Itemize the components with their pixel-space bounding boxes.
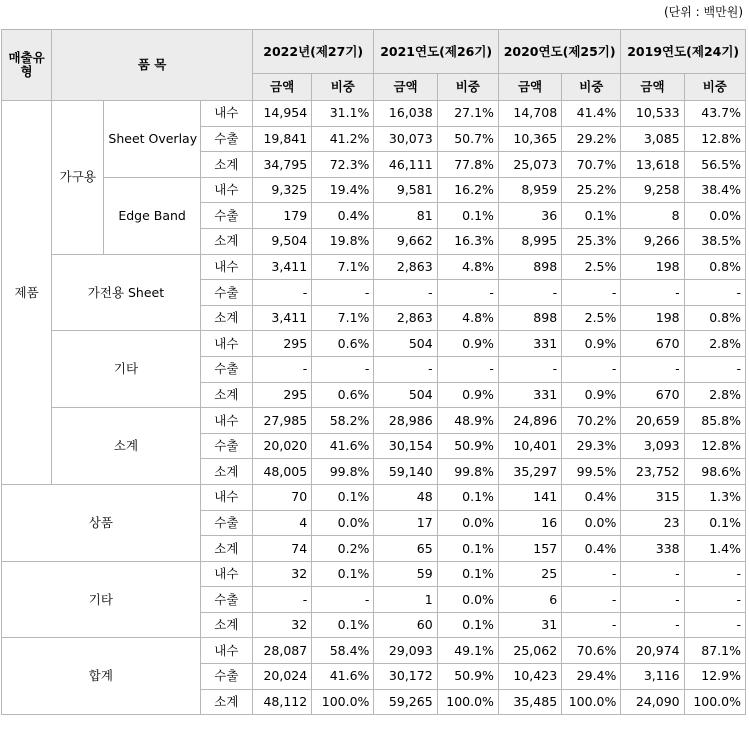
period-header: 2022년(제27기): [252, 30, 373, 74]
cell-ratio-2019: -: [684, 587, 745, 613]
cell-amount-2022: 20,024: [252, 664, 311, 690]
cell-amount-2020: 331: [498, 382, 561, 408]
cell-ratio-2022: 31.1%: [312, 101, 374, 127]
cell-amount-2021: 59: [374, 561, 437, 587]
cell-ratio-2021: 50.9%: [437, 664, 498, 690]
cell-ratio-2020: 0.0%: [562, 510, 621, 536]
cell-ratio-2021: 49.1%: [437, 638, 498, 664]
cell-ratio-2020: 0.4%: [562, 484, 621, 510]
cell-ratio-2020: 41.4%: [562, 101, 621, 127]
category-etc: 기타: [2, 561, 201, 638]
cell-ratio-2020: -: [562, 356, 621, 382]
cell-amount-2019: 13,618: [621, 152, 684, 178]
cell-amount-2022: 295: [252, 331, 311, 357]
row-type-label: 수출: [200, 510, 252, 536]
cell-ratio-2021: 0.1%: [437, 203, 498, 229]
category-merchandise: 상품: [2, 484, 201, 561]
category-product: 제품: [2, 101, 52, 485]
row-type-label: 소계: [200, 382, 252, 408]
cell-amount-2021: 30,154: [374, 433, 437, 459]
cell-amount-2020: 25,062: [498, 638, 561, 664]
cell-amount-2022: 9,504: [252, 228, 311, 254]
row-type-label: 수출: [200, 126, 252, 152]
cell-amount-2021: 9,662: [374, 228, 437, 254]
cell-amount-2020: 35,485: [498, 689, 561, 715]
cell-ratio-2021: 0.9%: [437, 382, 498, 408]
cell-amount-2020: 331: [498, 331, 561, 357]
cell-ratio-2019: 38.4%: [684, 177, 745, 203]
cell-amount-2021: 30,172: [374, 664, 437, 690]
cell-ratio-2019: 2.8%: [684, 382, 745, 408]
cell-amount-2019: -: [621, 280, 684, 306]
cell-ratio-2022: 0.6%: [312, 382, 374, 408]
cell-ratio-2020: 0.9%: [562, 382, 621, 408]
cell-ratio-2020: 99.5%: [562, 459, 621, 485]
cell-ratio-2019: 12.9%: [684, 664, 745, 690]
cell-ratio-2019: 85.8%: [684, 408, 745, 434]
cell-ratio-2022: 41.6%: [312, 433, 374, 459]
cell-ratio-2019: 56.5%: [684, 152, 745, 178]
table-row: [2, 484, 746, 510]
cell-ratio-2021: 0.1%: [437, 536, 498, 562]
cell-ratio-2019: -: [684, 356, 745, 382]
cell-ratio-2022: 72.3%: [312, 152, 374, 178]
cell-amount-2021: 17: [374, 510, 437, 536]
cell-amount-2021: 81: [374, 203, 437, 229]
table-row: [2, 561, 746, 587]
cell-ratio-2019: -: [684, 561, 745, 587]
amount-header: 금액: [252, 74, 311, 101]
cell-amount-2019: 3,093: [621, 433, 684, 459]
cell-ratio-2021: 77.8%: [437, 152, 498, 178]
cell-amount-2021: -: [374, 356, 437, 382]
cell-amount-2020: 36: [498, 203, 561, 229]
cell-ratio-2022: 0.0%: [312, 510, 374, 536]
item-edge-band: Edge Band: [104, 177, 200, 254]
cell-amount-2022: 19,841: [252, 126, 311, 152]
cell-amount-2021: 29,093: [374, 638, 437, 664]
cell-amount-2020: 898: [498, 305, 561, 331]
row-type-label: 수출: [200, 664, 252, 690]
row-type-label: 수출: [200, 280, 252, 306]
cell-ratio-2019: 1.3%: [684, 484, 745, 510]
cell-amount-2019: 20,659: [621, 408, 684, 434]
cell-ratio-2021: 0.1%: [437, 612, 498, 638]
header-row-periods: [2, 30, 746, 74]
cell-ratio-2019: -: [684, 280, 745, 306]
cell-amount-2019: 20,974: [621, 638, 684, 664]
cell-ratio-2022: 7.1%: [312, 305, 374, 331]
cell-ratio-2022: 100.0%: [312, 689, 374, 715]
cell-amount-2019: 198: [621, 254, 684, 280]
cell-ratio-2022: 99.8%: [312, 459, 374, 485]
cell-ratio-2019: 2.8%: [684, 331, 745, 357]
cell-ratio-2020: 0.9%: [562, 331, 621, 357]
cell-ratio-2020: 2.5%: [562, 254, 621, 280]
cell-ratio-2020: -: [562, 587, 621, 613]
cell-ratio-2020: 29.3%: [562, 433, 621, 459]
cell-amount-2022: 9,325: [252, 177, 311, 203]
cell-ratio-2021: 0.0%: [437, 510, 498, 536]
ratio-header: 비중: [684, 74, 745, 101]
cell-amount-2020: 8,959: [498, 177, 561, 203]
cell-amount-2022: 4: [252, 510, 311, 536]
cell-amount-2019: 9,258: [621, 177, 684, 203]
cell-amount-2021: 46,111: [374, 152, 437, 178]
row-type-label: 내수: [200, 408, 252, 434]
ratio-header: 비중: [437, 74, 498, 101]
cell-ratio-2019: 43.7%: [684, 101, 745, 127]
row-type-label: 소계: [200, 536, 252, 562]
cell-amount-2020: 16: [498, 510, 561, 536]
row-type-label: 수출: [200, 203, 252, 229]
row-type-label: 소계: [200, 305, 252, 331]
cell-amount-2021: 59,265: [374, 689, 437, 715]
cell-amount-2022: 20,020: [252, 433, 311, 459]
item-header: 품 목: [52, 30, 253, 101]
cell-ratio-2020: 25.2%: [562, 177, 621, 203]
cell-ratio-2022: 41.6%: [312, 664, 374, 690]
cell-amount-2022: 295: [252, 382, 311, 408]
cell-amount-2022: 3,411: [252, 254, 311, 280]
ratio-header: 비중: [562, 74, 621, 101]
cell-ratio-2021: 0.1%: [437, 561, 498, 587]
cell-ratio-2022: 7.1%: [312, 254, 374, 280]
row-type-label: 소계: [200, 152, 252, 178]
cell-amount-2019: -: [621, 356, 684, 382]
category-total: 합계: [2, 638, 201, 715]
row-type-label: 내수: [200, 177, 252, 203]
cell-amount-2019: 315: [621, 484, 684, 510]
row-type-label: 소계: [200, 689, 252, 715]
cell-amount-2021: 2,863: [374, 254, 437, 280]
row-type-label: 소계: [200, 612, 252, 638]
cell-ratio-2021: 0.9%: [437, 331, 498, 357]
cell-ratio-2022: 58.2%: [312, 408, 374, 434]
cell-amount-2021: 16,038: [374, 101, 437, 127]
sales-type-header: 매출유형: [2, 30, 52, 101]
cell-amount-2019: 23: [621, 510, 684, 536]
cell-amount-2022: -: [252, 356, 311, 382]
row-type-label: 내수: [200, 101, 252, 127]
cell-amount-2022: 74: [252, 536, 311, 562]
cell-ratio-2021: 16.2%: [437, 177, 498, 203]
table-row: [2, 638, 746, 664]
cell-ratio-2019: 12.8%: [684, 433, 745, 459]
item-appliance-sheet: 가전용 Sheet: [52, 254, 201, 331]
cell-ratio-2020: -: [562, 280, 621, 306]
cell-amount-2019: 24,090: [621, 689, 684, 715]
cell-amount-2022: 27,985: [252, 408, 311, 434]
cell-amount-2020: -: [498, 280, 561, 306]
cell-ratio-2021: 99.8%: [437, 459, 498, 485]
table-row: [2, 408, 746, 434]
cell-amount-2022: 34,795: [252, 152, 311, 178]
cell-ratio-2022: 0.1%: [312, 561, 374, 587]
cell-amount-2021: 2,863: [374, 305, 437, 331]
cell-amount-2022: 14,954: [252, 101, 311, 127]
cell-ratio-2021: 4.8%: [437, 254, 498, 280]
cell-amount-2019: 8: [621, 203, 684, 229]
amount-header: 금액: [374, 74, 437, 101]
cell-ratio-2021: 50.7%: [437, 126, 498, 152]
cell-amount-2019: 9,266: [621, 228, 684, 254]
cell-amount-2020: 6: [498, 587, 561, 613]
cell-ratio-2019: 98.6%: [684, 459, 745, 485]
cell-ratio-2022: 58.4%: [312, 638, 374, 664]
cell-amount-2021: 65: [374, 536, 437, 562]
cell-amount-2019: -: [621, 587, 684, 613]
cell-amount-2020: 898: [498, 254, 561, 280]
cell-amount-2020: 24,896: [498, 408, 561, 434]
cell-amount-2022: 28,087: [252, 638, 311, 664]
cell-ratio-2019: 12.8%: [684, 126, 745, 152]
row-type-label: 소계: [200, 228, 252, 254]
cell-ratio-2022: -: [312, 587, 374, 613]
item-etc: 기타: [52, 331, 201, 408]
cell-amount-2020: 157: [498, 536, 561, 562]
unit-note: (단위 : 백만원): [664, 5, 743, 19]
period-header: 2019연도(제24기): [621, 30, 746, 74]
cell-ratio-2019: 87.1%: [684, 638, 745, 664]
cell-ratio-2020: 70.7%: [562, 152, 621, 178]
cell-amount-2021: 504: [374, 331, 437, 357]
cell-amount-2019: 3,085: [621, 126, 684, 152]
amount-header: 금액: [621, 74, 684, 101]
table-row: [2, 331, 746, 357]
row-type-label: 내수: [200, 331, 252, 357]
cell-ratio-2021: 0.1%: [437, 484, 498, 510]
cell-ratio-2019: 0.1%: [684, 510, 745, 536]
cell-ratio-2022: 19.8%: [312, 228, 374, 254]
cell-amount-2022: 3,411: [252, 305, 311, 331]
cell-amount-2019: 23,752: [621, 459, 684, 485]
cell-ratio-2020: 29.2%: [562, 126, 621, 152]
cell-ratio-2021: -: [437, 356, 498, 382]
cell-amount-2021: 30,073: [374, 126, 437, 152]
row-type-label: 수출: [200, 356, 252, 382]
category-furniture: 가구용: [52, 101, 104, 255]
cell-amount-2021: -: [374, 280, 437, 306]
cell-ratio-2022: 0.4%: [312, 203, 374, 229]
cell-amount-2020: 141: [498, 484, 561, 510]
cell-amount-2019: 198: [621, 305, 684, 331]
cell-ratio-2022: 0.1%: [312, 484, 374, 510]
cell-amount-2022: 48,112: [252, 689, 311, 715]
cell-ratio-2020: 25.3%: [562, 228, 621, 254]
cell-ratio-2021: 50.9%: [437, 433, 498, 459]
cell-amount-2021: 48: [374, 484, 437, 510]
period-header: 2021연도(제26기): [374, 30, 498, 74]
cell-ratio-2022: 0.1%: [312, 612, 374, 638]
cell-ratio-2019: 0.8%: [684, 305, 745, 331]
cell-ratio-2020: 2.5%: [562, 305, 621, 331]
cell-amount-2020: 25: [498, 561, 561, 587]
cell-amount-2022: -: [252, 280, 311, 306]
cell-ratio-2021: 100.0%: [437, 689, 498, 715]
cell-amount-2021: 504: [374, 382, 437, 408]
cell-ratio-2020: 29.4%: [562, 664, 621, 690]
table-row: [2, 101, 746, 127]
cell-ratio-2020: -: [562, 561, 621, 587]
cell-ratio-2019: 0.8%: [684, 254, 745, 280]
cell-ratio-2020: 70.6%: [562, 638, 621, 664]
cell-ratio-2020: 70.2%: [562, 408, 621, 434]
table-row: [2, 254, 746, 280]
cell-amount-2019: -: [621, 612, 684, 638]
row-type-label: 소계: [200, 459, 252, 485]
cell-amount-2022: -: [252, 587, 311, 613]
sales-table: [1, 29, 746, 715]
table-row: [2, 177, 746, 203]
cell-ratio-2021: 4.8%: [437, 305, 498, 331]
cell-amount-2020: 8,995: [498, 228, 561, 254]
row-type-label: 내수: [200, 484, 252, 510]
cell-amount-2021: 1: [374, 587, 437, 613]
item-sheet-overlay: Sheet Overlay: [104, 101, 200, 178]
period-header: 2020연도(제25기): [498, 30, 620, 74]
cell-amount-2019: -: [621, 561, 684, 587]
row-type-label: 수출: [200, 587, 252, 613]
cell-ratio-2022: -: [312, 280, 374, 306]
cell-ratio-2020: 100.0%: [562, 689, 621, 715]
row-type-label: 내수: [200, 254, 252, 280]
cell-ratio-2019: 38.5%: [684, 228, 745, 254]
cell-amount-2022: 179: [252, 203, 311, 229]
cell-ratio-2022: 0.2%: [312, 536, 374, 562]
cell-ratio-2019: 100.0%: [684, 689, 745, 715]
cell-amount-2019: 338: [621, 536, 684, 562]
cell-ratio-2022: 19.4%: [312, 177, 374, 203]
cell-ratio-2019: -: [684, 612, 745, 638]
cell-ratio-2022: -: [312, 356, 374, 382]
cell-ratio-2021: -: [437, 280, 498, 306]
cell-amount-2020: 10,401: [498, 433, 561, 459]
cell-amount-2021: 9,581: [374, 177, 437, 203]
cell-amount-2020: 31: [498, 612, 561, 638]
cell-ratio-2019: 0.0%: [684, 203, 745, 229]
item-product-subtotal: 소계: [52, 408, 201, 485]
cell-ratio-2020: 0.4%: [562, 536, 621, 562]
amount-header: 금액: [498, 74, 561, 101]
cell-ratio-2021: 0.0%: [437, 587, 498, 613]
cell-amount-2019: 670: [621, 331, 684, 357]
cell-amount-2022: 32: [252, 612, 311, 638]
cell-ratio-2022: 41.2%: [312, 126, 374, 152]
cell-ratio-2022: 0.6%: [312, 331, 374, 357]
cell-amount-2021: 60: [374, 612, 437, 638]
cell-ratio-2020: 0.1%: [562, 203, 621, 229]
row-type-label: 수출: [200, 433, 252, 459]
cell-amount-2020: 14,708: [498, 101, 561, 127]
cell-ratio-2020: -: [562, 612, 621, 638]
cell-amount-2021: 59,140: [374, 459, 437, 485]
cell-amount-2021: 28,986: [374, 408, 437, 434]
row-type-label: 내수: [200, 561, 252, 587]
cell-ratio-2021: 27.1%: [437, 101, 498, 127]
cell-amount-2022: 32: [252, 561, 311, 587]
row-type-label: 내수: [200, 638, 252, 664]
cell-amount-2020: -: [498, 356, 561, 382]
ratio-header: 비중: [312, 74, 374, 101]
cell-ratio-2021: 16.3%: [437, 228, 498, 254]
cell-ratio-2021: 48.9%: [437, 408, 498, 434]
cell-amount-2020: 35,297: [498, 459, 561, 485]
cell-amount-2020: 10,423: [498, 664, 561, 690]
cell-amount-2020: 10,365: [498, 126, 561, 152]
cell-ratio-2019: 1.4%: [684, 536, 745, 562]
cell-amount-2019: 3,116: [621, 664, 684, 690]
cell-amount-2019: 670: [621, 382, 684, 408]
cell-amount-2020: 25,073: [498, 152, 561, 178]
cell-amount-2019: 10,533: [621, 101, 684, 127]
cell-amount-2022: 48,005: [252, 459, 311, 485]
cell-amount-2022: 70: [252, 484, 311, 510]
